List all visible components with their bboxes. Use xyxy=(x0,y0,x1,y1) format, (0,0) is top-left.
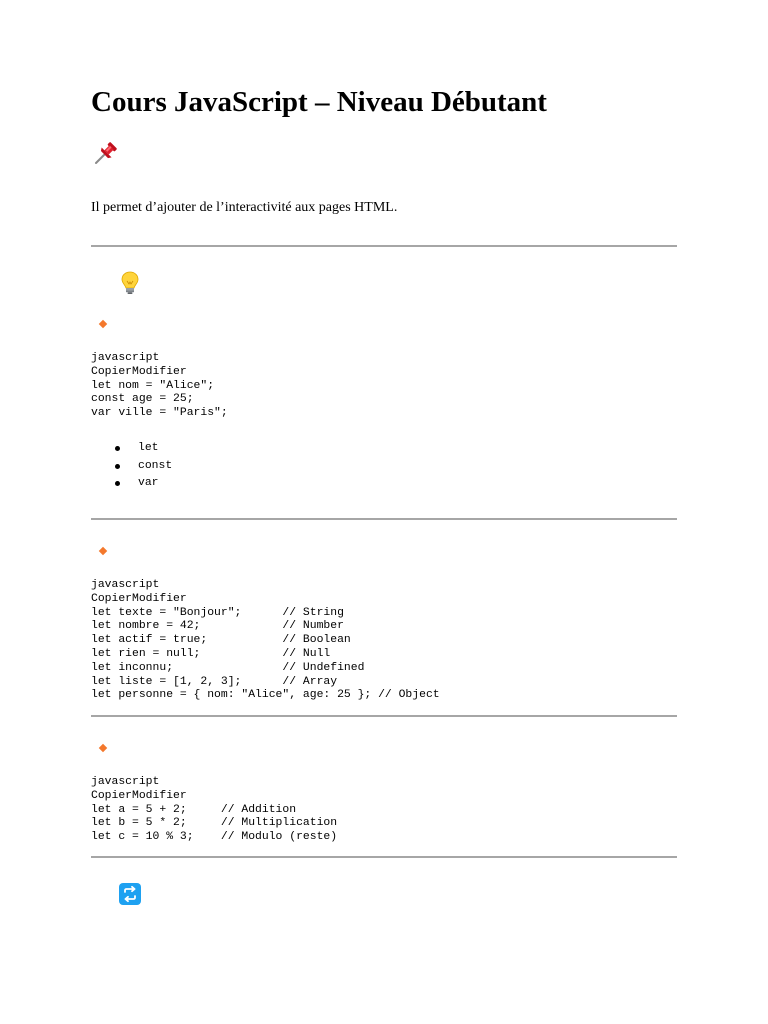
code-line: let b = 5 * 2; // Multiplication xyxy=(91,817,338,830)
code-line: let personne = { nom: "Alice", age: 25 }; // Object xyxy=(91,689,440,702)
code-line: javascript xyxy=(91,352,160,364)
code-line: let liste = [1, 2, 3]; // Array xyxy=(91,675,338,688)
code-block-operators xyxy=(91,776,337,845)
intro-paragraph: Il permet d’ajouter de l’interactivité aux pages HTML. xyxy=(91,200,398,215)
code-line: let inconnu; // Undefined xyxy=(91,661,365,674)
page-title: Cours JavaScript – Niveau Débutant xyxy=(91,86,547,118)
orange-diamond-icon xyxy=(99,744,107,752)
orange-diamond-icon xyxy=(99,547,107,555)
orange-diamond-icon xyxy=(99,320,107,328)
code-line: let c = 10 % 3; // Modulo (reste) xyxy=(91,831,338,844)
repeat-icon xyxy=(119,883,141,905)
code-block-types xyxy=(91,579,440,703)
pushpin-icon xyxy=(93,140,119,166)
code-line: CopierModifier xyxy=(91,789,187,802)
code-line: CopierModifier xyxy=(91,365,187,378)
code-line: javascript xyxy=(91,776,160,788)
keyword-list xyxy=(91,440,172,493)
code-line: let rien = null; // Null xyxy=(91,647,331,660)
horizontal-rule xyxy=(91,518,677,520)
horizontal-rule xyxy=(91,856,677,858)
light-bulb-icon xyxy=(119,270,141,296)
code-line: let texte = "Bonjour"; // String xyxy=(91,606,344,619)
code-line: let a = 5 + 2; // Addition xyxy=(91,803,297,816)
code-line: let nombre = 42; // Number xyxy=(91,620,344,633)
horizontal-rule xyxy=(91,715,677,717)
code-line: let actif = true; // Boolean xyxy=(91,634,351,647)
code-block-variables xyxy=(91,352,228,421)
list-item: const xyxy=(91,458,172,476)
code-line: CopierModifier xyxy=(91,592,187,605)
code-line: let nom = "Alice"; xyxy=(91,379,215,392)
code-line: javascript xyxy=(91,579,160,591)
list-item: let xyxy=(91,440,172,458)
horizontal-rule xyxy=(91,245,677,247)
list-item: var xyxy=(91,475,172,493)
code-line: var ville = "Paris"; xyxy=(91,407,228,420)
code-line: const age = 25; xyxy=(91,393,194,406)
